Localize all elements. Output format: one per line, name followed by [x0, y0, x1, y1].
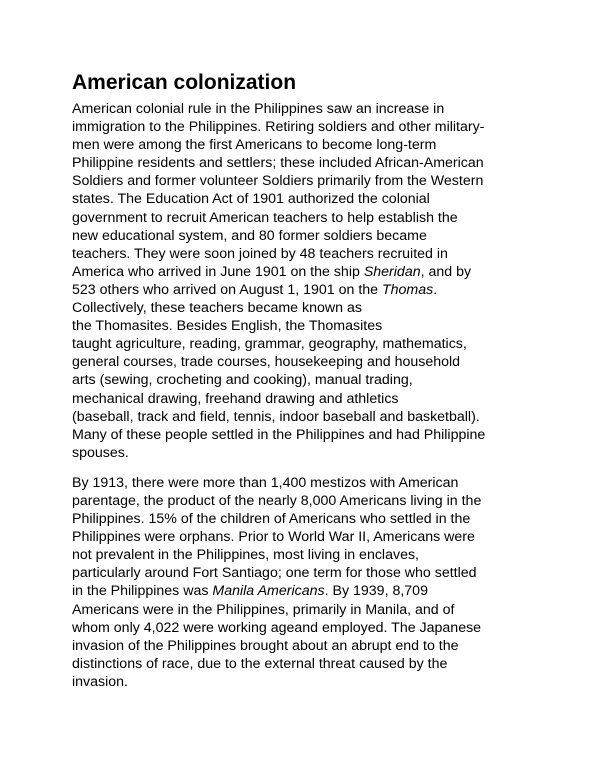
text-line: taught agriculture, reading, grammar, geography, mathematics, [72, 336, 467, 353]
text-line [72, 582, 542, 600]
text-line: Philippine residents and settlers; these included African-American [72, 155, 484, 172]
text-line: By 1913, there were more than 1,400 mestizos with American [72, 474, 459, 491]
text-run: . [433, 281, 438, 298]
italic-ship-or-term-name: Sheridan [363, 263, 421, 280]
section-heading: American colonization [72, 71, 297, 94]
text-line: states. The Education Act of 1901 authorized the colonial [72, 191, 430, 208]
text-line [72, 281, 542, 299]
text-line: (baseball, track and field, tennis, indoor baseball and basketball). [72, 408, 480, 425]
text-line: parentage, the product of the nearly 8,000 Americans living in the [72, 492, 482, 509]
text-line: spouses. [72, 444, 129, 461]
text-line: whom only 4,022 were working ageand employed. The Japanese [72, 619, 482, 636]
italic-ship-or-term-name: Manila Americans [212, 583, 325, 600]
text-run: . By 1939, 8,709 [324, 583, 428, 600]
text-line: American colonial rule in the Philippines saw an increase in [72, 101, 445, 117]
text-line: Philippines. 15% of the children of Americans who settled in the [72, 511, 471, 528]
text-line: men were among the first Americans to become long-term [72, 137, 437, 154]
text-line: Americans were in the Philippines, primarily in Manila, and of [72, 601, 455, 618]
document-page [72, 70, 542, 691]
text-run: in the Philippines was [72, 583, 213, 600]
text-line: invasion of the Philippines brought about an abrupt end to the [72, 637, 459, 654]
text-line: immigration to the Philippines. Retiring soldiers and other military- [72, 119, 485, 136]
text-line: government to recruit American teachers to help establish the [72, 209, 458, 226]
text-line: Many of these people settled in the Philippines and had Philippine [72, 426, 486, 443]
text-run: 523 others who arrived on August 1, 1901 on the [72, 281, 382, 298]
text-run: , and by [420, 263, 472, 280]
text-line: new educational system, and 80 former soldiers became [72, 227, 427, 244]
text-line: Collectively, these teachers became known as [72, 300, 362, 317]
text-line: Soldiers and former volunteer Soldiers primarily from the Western [72, 173, 484, 190]
text-line: distinctions of race, due to the external threat caused by the [72, 655, 448, 672]
text-line: the Thomasites. Besides English, the Thomasites [72, 318, 383, 335]
paragraph-2 [72, 474, 542, 691]
text-run: America who arrived in June 1901 on the ship [72, 263, 364, 280]
text-line: arts (sewing, crocheting and cooking), manual trading, [72, 372, 413, 389]
paragraph-1 [72, 100, 542, 462]
text-line: Philippines were orphans. Prior to World War II, Americans were [72, 529, 475, 546]
text-line: mechanical drawing, freehand drawing and athletics [72, 390, 399, 407]
text-line: not prevalent in the Philippines, most living in enclaves, [72, 547, 419, 564]
text-line: particularly around Fort Santiago; one term for those who settled [72, 565, 477, 582]
text-line: teachers. They were soon joined by 48 teachers recruited in [72, 245, 448, 262]
text-line: invasion. [72, 673, 128, 690]
italic-ship-or-term-name: Thomas [381, 281, 434, 298]
text-line [72, 263, 542, 281]
text-line: general courses, trade courses, housekeeping and household [72, 354, 461, 371]
